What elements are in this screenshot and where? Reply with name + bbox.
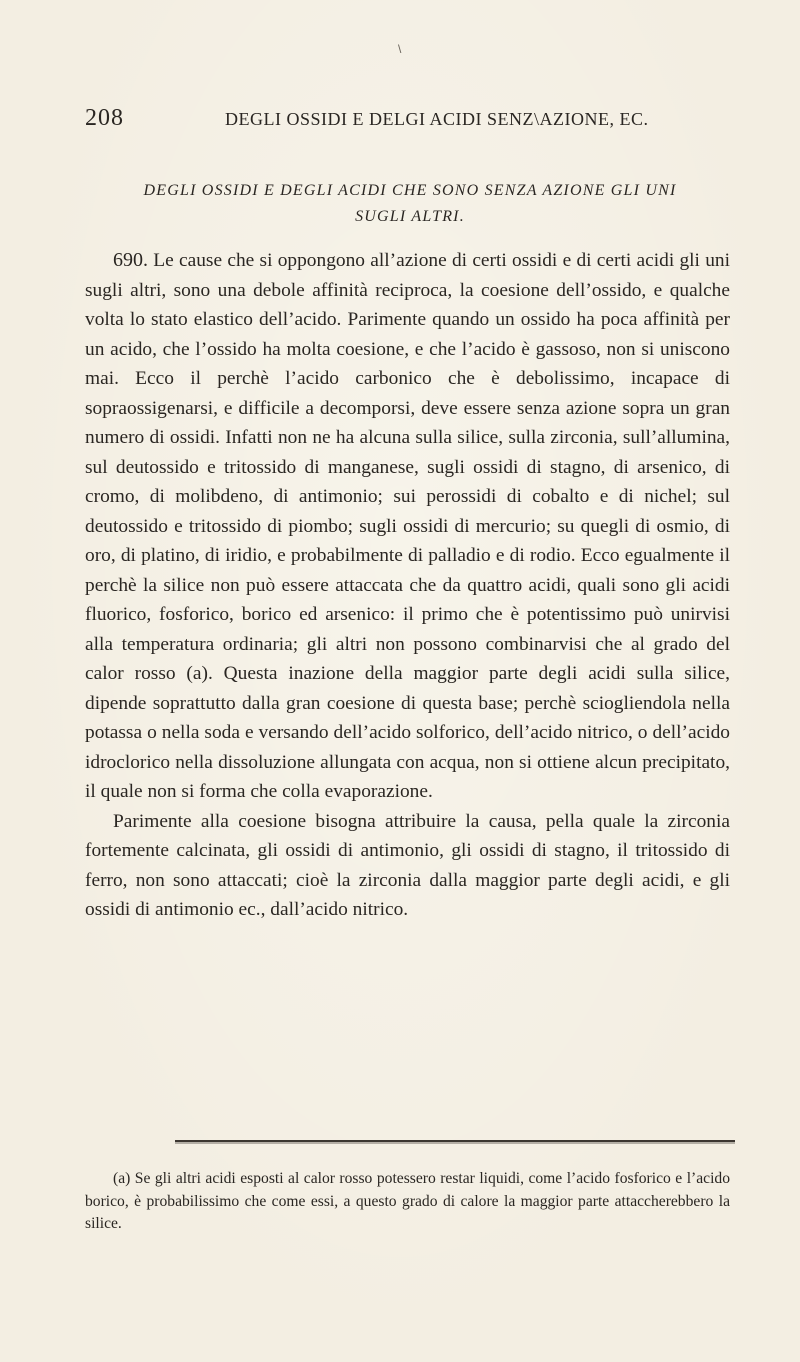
paragraph-690 [85, 246, 730, 807]
section-title [85, 178, 735, 230]
footnote-divider [175, 1140, 735, 1142]
paragraph-number: 690. [113, 249, 148, 271]
section-title-line-1: DEGLI OSSIDI E DEGLI ACIDI CHE SONO SENZA AZIONE GLI UNI [143, 182, 677, 199]
top-mark: \ [398, 42, 402, 56]
body-text [85, 246, 730, 925]
footnote [85, 1168, 730, 1236]
running-head: DEGLI OSSIDI E DELGI ACIDI SENZ\AZIONE, EC. [225, 109, 649, 129]
footnote-text: (a) Se gli altri acidi esposti al calor rosso potessero restar liquidi, come l’acido fosforico e l’acido borico, è probabilissimo che come essi, a questo grado di calore la maggior parte attaccherebbero la silice. [85, 1170, 730, 1232]
section-title-line-2: SUGLI ALTRI. [355, 208, 465, 225]
paragraph-2: Parimente alla coesione bisogna attribuire la causa, pella quale la zirconia fortemente calcinata, gli ossidi di antimonio, gli ossidi di stagno, il tritossido di ferro, non sono attaccati; cioè la zirconia dalla maggior parte degli acidi, e gli ossidi di antimonio ec., dall’acido nitrico. [85, 810, 730, 920]
page-header [85, 105, 735, 137]
page-number: 208 [85, 105, 124, 131]
paragraph-690-text: Le cause che si oppongono all’azione di certi ossidi e di certi acidi gli uni sugli altri, sono una debole affinità reciproca, la coesione dell’ossido, e qualche volta lo stato elastico dell’acido. Parimente quando un ossido ha poca affinità per un acido, che l’ossido ha molta coesione, e che l’acido è gassoso, non si uniscono mai. Ecco il perchè l’acido carbonico che è debolissimo, incapace di sopraossigenarsi, e difficile a decomporsi, deve essere senza azione sopra un gran numero di ossidi. Infatti non ne ha alcuna sulla silice, sulla zirconia, sull’allumina, sul deutossido e tritossido di manganese, sugli ossidi di stagno, di arsenico, di cromo, di molibdeno, di antimonio; sui perossidi di cobalto e di nichel; sul deutossido e tritossido di piombo; sugli ossidi di mercurio; su quegli di osmio, di oro, di platino, di iridio, e probabilmente di palladio e di rodio. Ecco egualmente il perchè la silice non può essere attaccata che da quattro acidi, quali sono gli acidi fluorico, fosforico, borico ed arsenico: il primo che è potentissimo può unirvisi alla temperatura ordinaria; gli altri non possono combinarvisi che al grado del calor rosso (a). Questa inazione della maggior parte degli acidi sulla silice, dipende soprattutto dalla gran coesione di questa base; perchè sciogliendola nella potassa o nella soda e versando dell’acido solforico, dell’acido nitrico, o dell’acido idroclorico nella dissoluzione allungata con acqua, non si ottiene alcun precipitato, il quale non si forma che colla evaporazione. [85, 250, 730, 802]
